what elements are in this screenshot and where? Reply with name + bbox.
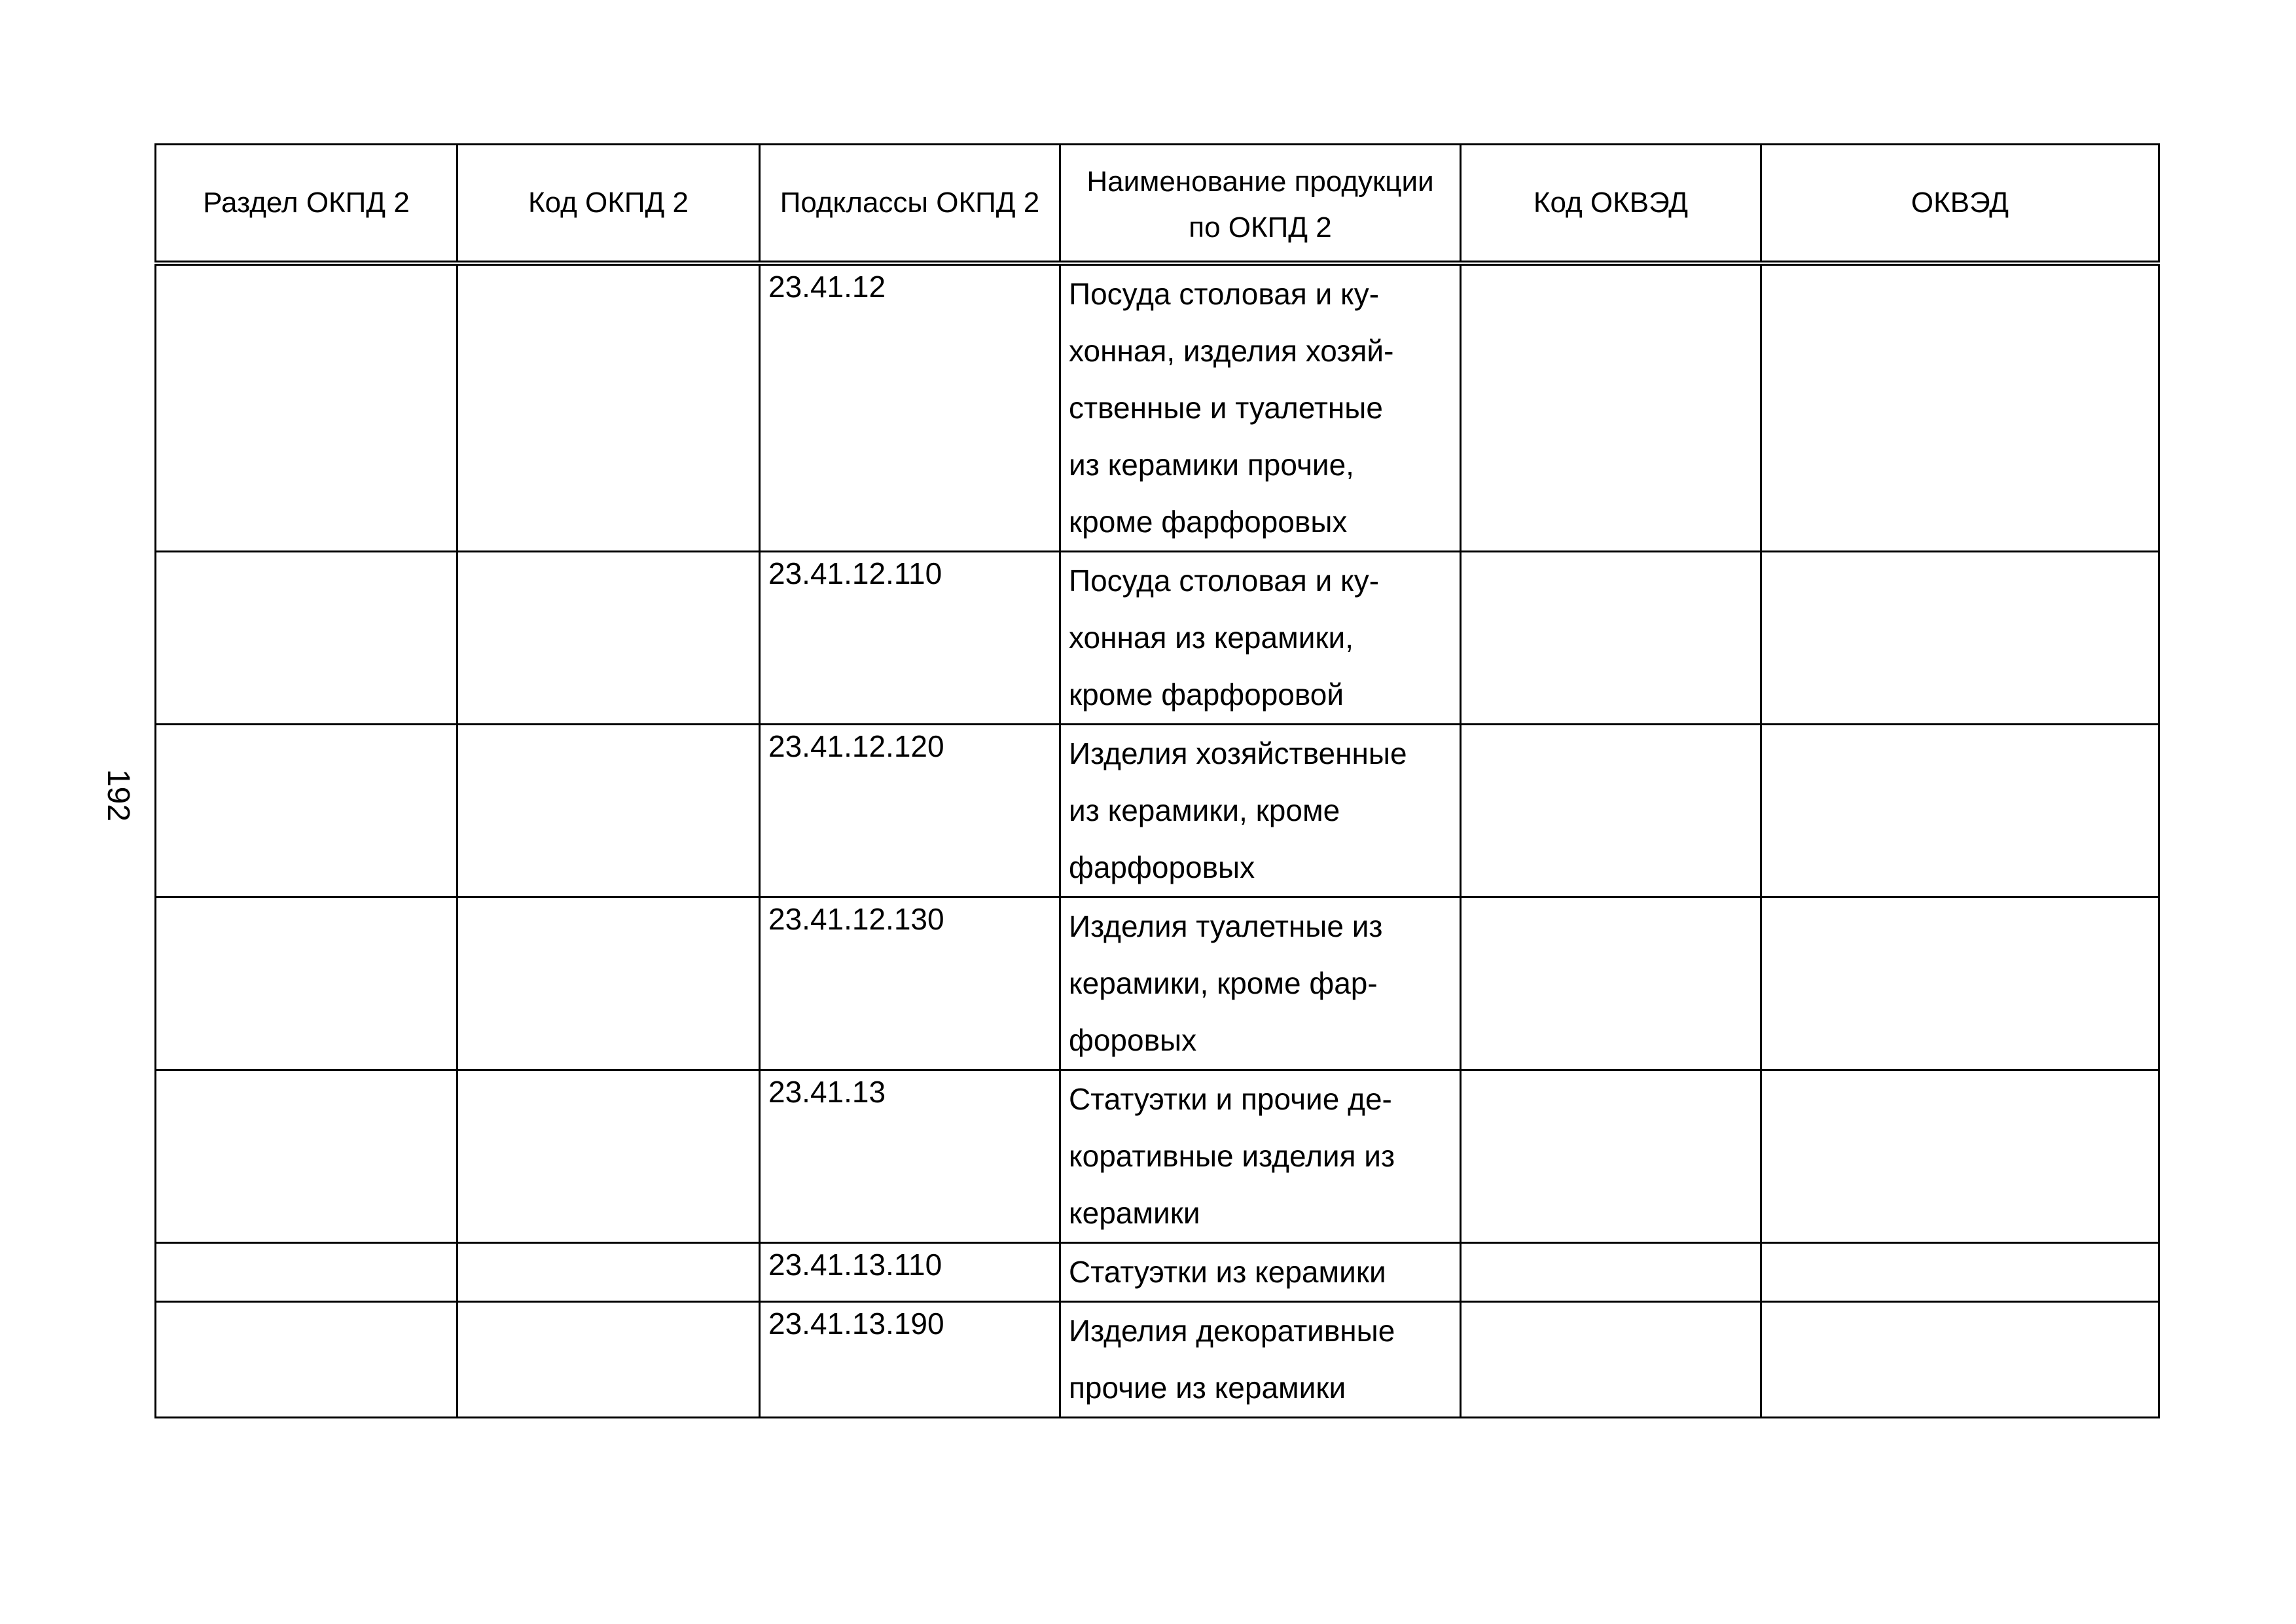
- okpd-okved-table: [154, 143, 2160, 1418]
- table-row: [156, 897, 2159, 1070]
- cell-section-okpd: [156, 551, 457, 724]
- cell-okved: [1761, 1242, 2159, 1301]
- cell-okved: [1761, 724, 2159, 897]
- cell-section-okpd: [156, 724, 457, 897]
- product-name-line: прочие из керамики: [1069, 1370, 1346, 1405]
- header-section-okpd: Раздел ОКПД 2: [156, 145, 457, 263]
- product-name-line: Статуэтки и прочие де-: [1069, 1081, 1392, 1116]
- product-name-line: кроме фарфоровой: [1069, 677, 1344, 712]
- cell-product-name: [1060, 897, 1461, 1070]
- cell-code-okved: [1461, 1242, 1761, 1301]
- cell-section-okpd: [156, 1070, 457, 1242]
- product-name-line: Посуда столовая и ку-: [1069, 276, 1380, 311]
- header-subclasses-okpd: Подклассы ОКПД 2: [760, 145, 1060, 263]
- table-row: [156, 263, 2159, 552]
- cell-code-okved: [1461, 1070, 1761, 1242]
- cell-okved: [1761, 1070, 2159, 1242]
- table-row: [156, 1242, 2159, 1301]
- cell-okved: [1761, 263, 2159, 552]
- cell-okved: [1761, 897, 2159, 1070]
- cell-code-okpd: [457, 1242, 760, 1301]
- product-name-line: Посуда столовая и ку-: [1069, 563, 1380, 598]
- table-header: [156, 145, 2159, 263]
- cell-okved: [1761, 551, 2159, 724]
- cell-subclass-okpd: 23.41.13.190: [760, 1301, 1060, 1417]
- product-name-line: керамики: [1069, 1195, 1200, 1230]
- product-name-line: хонная, изделия хозяй-: [1069, 333, 1394, 368]
- cell-product-name: [1060, 724, 1461, 897]
- cell-code-okved: [1461, 263, 1761, 552]
- header-okved: ОКВЭД: [1761, 145, 2159, 263]
- product-name-line: Изделия туалетные из: [1069, 909, 1383, 943]
- table-row: [156, 1070, 2159, 1242]
- header-code-okved: Код ОКВЭД: [1461, 145, 1761, 263]
- product-name-line: из керамики прочие,: [1069, 447, 1354, 482]
- cell-code-okved: [1461, 1301, 1761, 1417]
- cell-code-okpd: [457, 1301, 760, 1417]
- header-product-name-line-2: по ОКПД 2: [1189, 211, 1332, 244]
- cell-subclass-okpd: 23.41.13: [760, 1070, 1060, 1242]
- cell-subclass-okpd: 23.41.12.110: [760, 551, 1060, 724]
- cell-code-okpd: [457, 551, 760, 724]
- table-body: [156, 263, 2159, 1418]
- cell-code-okpd: [457, 724, 760, 897]
- cell-subclass-okpd: 23.41.12: [760, 263, 1060, 552]
- cell-section-okpd: [156, 897, 457, 1070]
- header-code-okpd: Код ОКПД 2: [457, 145, 760, 263]
- cell-section-okpd: [156, 1301, 457, 1417]
- cell-code-okved: [1461, 897, 1761, 1070]
- cell-subclass-okpd: 23.41.12.130: [760, 897, 1060, 1070]
- product-name-line: хонная из керамики,: [1069, 620, 1354, 655]
- product-name-line: Изделия декоративные: [1069, 1313, 1395, 1348]
- product-name-line: фарфоровых: [1069, 850, 1255, 884]
- product-name-line: Статуэтки из керамики: [1069, 1254, 1386, 1289]
- product-name-line: ственные и туалетные: [1069, 390, 1383, 425]
- cell-product-name: [1060, 263, 1461, 552]
- cell-okved: [1761, 1301, 2159, 1417]
- product-name-line: кроме фарфоровых: [1069, 504, 1348, 539]
- cell-subclass-okpd: 23.41.12.120: [760, 724, 1060, 897]
- cell-code-okpd: [457, 1070, 760, 1242]
- header-product-name: [1060, 145, 1461, 263]
- product-name-line: форовых: [1069, 1022, 1197, 1057]
- cell-product-name: [1060, 551, 1461, 724]
- table-row: [156, 551, 2159, 724]
- cell-code-okved: [1461, 724, 1761, 897]
- cell-section-okpd: [156, 263, 457, 552]
- cell-code-okpd: [457, 897, 760, 1070]
- header-product-name-line-1: Наименование продукции: [1086, 165, 1434, 198]
- cell-product-name: [1060, 1242, 1461, 1301]
- cell-code-okpd: [457, 263, 760, 552]
- cell-section-okpd: [156, 1242, 457, 1301]
- table-row: [156, 724, 2159, 897]
- product-name-line: Изделия хозяйственные: [1069, 736, 1407, 770]
- cell-product-name: [1060, 1301, 1461, 1417]
- product-name-line: из керамики, кроме: [1069, 793, 1340, 827]
- header-row: [156, 145, 2159, 263]
- product-name-line: коративные изделия из: [1069, 1138, 1395, 1173]
- cell-subclass-okpd: 23.41.13.110: [760, 1242, 1060, 1301]
- cell-product-name: [1060, 1070, 1461, 1242]
- page-number: 192: [101, 768, 135, 822]
- product-name-line: керамики, кроме фар-: [1069, 965, 1378, 1000]
- cell-code-okved: [1461, 551, 1761, 724]
- table-row: [156, 1301, 2159, 1417]
